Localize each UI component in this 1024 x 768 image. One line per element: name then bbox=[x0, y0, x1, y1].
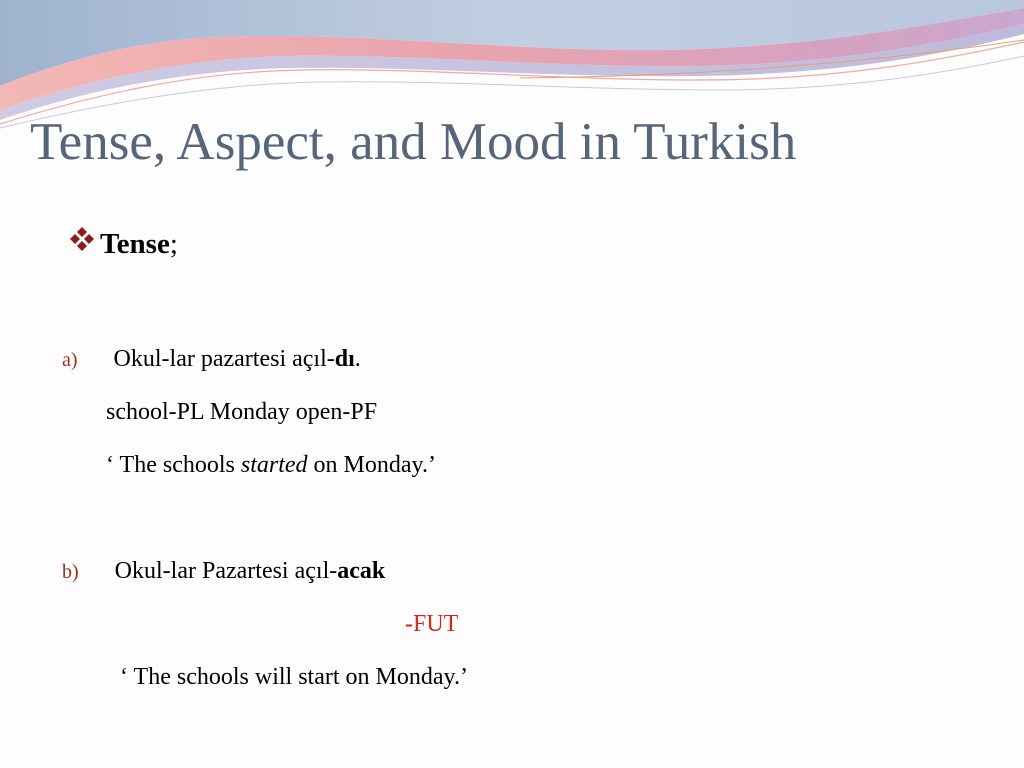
example-a-translation-after: on Monday.’ bbox=[307, 452, 436, 478]
bullet-tense bbox=[64, 224, 178, 264]
example-b-gloss bbox=[405, 609, 458, 639]
example-b-gloss-label: FUT bbox=[413, 611, 459, 637]
example-b-bold: acak bbox=[337, 558, 386, 584]
example-a-sentence bbox=[62, 344, 361, 375]
example-a-tail: . bbox=[354, 346, 361, 372]
slide-title: Tense, Aspect, and Mood in Turkish bbox=[30, 113, 797, 171]
example-a-marker: a) bbox=[62, 349, 78, 371]
diamond-bullet-icon bbox=[64, 226, 100, 252]
example-a-translation-italic: started bbox=[240, 452, 308, 478]
example-b-translation: ‘ The schools will start on Monday.’ bbox=[120, 664, 468, 690]
example-b-plain: Okul-lar Pazartesi açıl- bbox=[114, 558, 338, 584]
example-b-sentence bbox=[62, 556, 385, 587]
example-a-plain: Okul-lar pazartesi açıl- bbox=[113, 346, 335, 372]
bullet-label: Tense bbox=[100, 228, 170, 260]
example-a-translation bbox=[106, 450, 436, 480]
example-a-gloss: school-PL Monday open-PF bbox=[106, 399, 378, 425]
bullet-suffix: ; bbox=[169, 228, 178, 260]
example-a-bold: dı bbox=[334, 346, 355, 372]
example-b-gloss-dash: - bbox=[405, 611, 413, 637]
example-a-translation-before: ‘ The schools bbox=[106, 452, 241, 478]
example-b-marker: b) bbox=[62, 561, 79, 583]
